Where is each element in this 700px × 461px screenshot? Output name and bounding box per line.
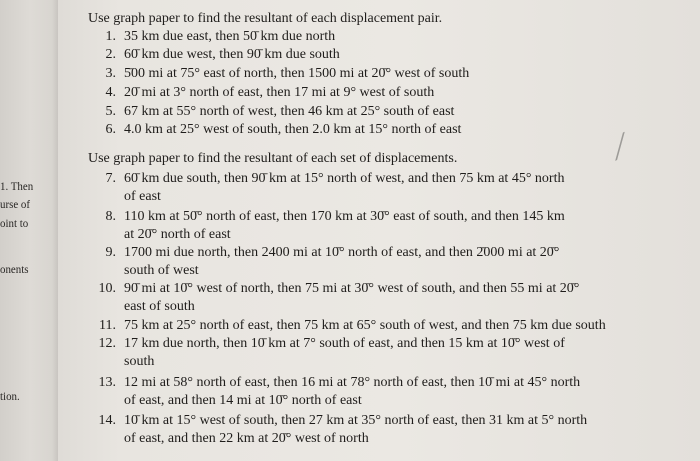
item-number: 6. xyxy=(105,122,116,137)
item-number: 1. xyxy=(105,29,116,44)
margin-text: onents xyxy=(0,264,29,276)
item-text: 90̄ mi at 10̄° west of north, then 75 mi at 30̄° west of south, and then 55 mi at 20̄° xyxy=(124,281,580,296)
item-text: 60̄ km due west, then 90̄ km due south xyxy=(124,47,340,62)
item-text: 12 mi at 58° north of east, then 16 mi at 78° north of east, then 10̄ mi at 45° north xyxy=(124,375,581,390)
pen-mark-icon: ⟋ xyxy=(603,127,638,168)
item-number: 7. xyxy=(105,171,116,186)
item-number: 9. xyxy=(105,245,116,260)
section-instruction: Use graph paper to find the resultant of each set of displacements. xyxy=(88,151,458,166)
item-text: 75 km at 25° north of east, then 75 km at 65° south of west, and then 75 km due south xyxy=(124,318,606,333)
item-number: 11. xyxy=(99,318,116,333)
item-text-continued: of east, and then 22 km at 20̄° west of north xyxy=(124,431,369,446)
item-number: 2. xyxy=(105,47,116,62)
item-number: 8. xyxy=(105,209,116,224)
margin-text: urse of xyxy=(0,199,31,211)
item-number: 14. xyxy=(98,413,116,428)
left-page-edge xyxy=(0,0,58,461)
item-number: 4. xyxy=(105,85,116,100)
item-text-continued: of east, and then 14 mi at 10̄° north of east xyxy=(124,393,362,408)
item-text: 4.0 km at 25° west of south, then 2.0 km at 15° north of east xyxy=(124,122,462,137)
item-text: 20̄ mi at 3° north of east, then 17 mi at 9° west of south xyxy=(124,85,435,100)
item-text: 67 km at 55° north of west, then 46 km at 25° south of east xyxy=(124,104,455,119)
item-text: 110 km at 50̄° north of east, then 170 km at 30̄° east of south, and then 145 km xyxy=(124,209,565,224)
item-number: 5. xyxy=(105,104,116,119)
item-text-continued: at 20̄° north of east xyxy=(124,227,231,242)
item-text-continued: south of west xyxy=(124,263,199,278)
item-text: 5̄00 mi at 75° east of north, then 1500 mi at 20̄° west of south xyxy=(124,66,470,81)
margin-text: 1. Then xyxy=(0,181,34,193)
margin-text: tion. xyxy=(0,391,20,403)
item-number: 12. xyxy=(98,336,116,351)
item-text: 1700 mi due north, then 2400 mi at 10̄° north of east, and then 2̄000 mi at 20̄° xyxy=(124,245,560,260)
section-instruction: Use graph paper to find the resultant of each displacement pair. xyxy=(88,11,443,26)
item-text: 35 km due east, then 50̄ km due north xyxy=(124,29,336,44)
item-number: 13. xyxy=(98,375,116,390)
item-number: 10. xyxy=(98,281,116,296)
item-text: 17 km due north, then 10̄ km at 7° south of east, and then 15 km at 10̄° west of xyxy=(124,336,565,351)
item-text-continued: south xyxy=(124,354,155,369)
item-text: 10̄ km at 15° west of south, then 27 km at 35° north of east, then 31 km at 5° north xyxy=(124,413,588,428)
item-text-continued: east of south xyxy=(124,299,195,314)
item-text-continued: of east xyxy=(124,189,161,204)
item-number: 3. xyxy=(105,66,116,81)
margin-text: oint to xyxy=(0,218,29,230)
item-text: 60̄ km due south, then 90̄ km at 15° north of west, and then 75 km at 45° north xyxy=(124,171,565,186)
